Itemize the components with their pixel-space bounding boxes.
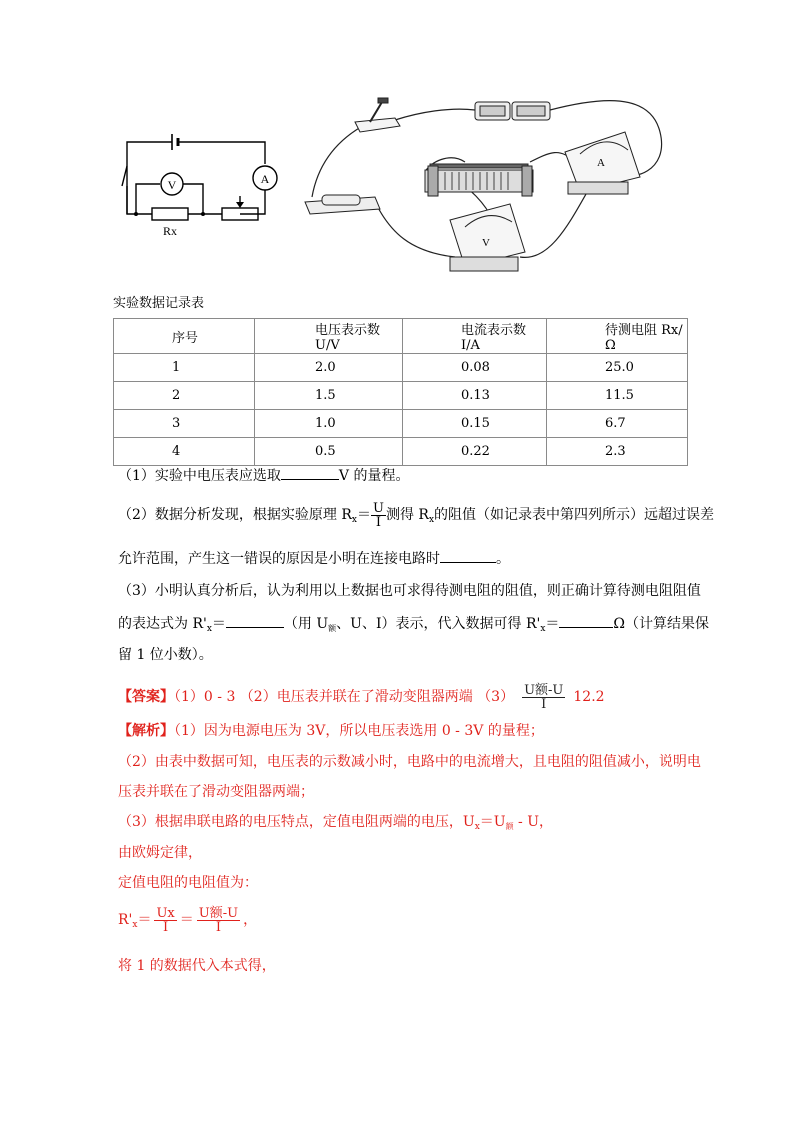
- q3-blank-2: [559, 613, 613, 628]
- answer-value: 12.2: [573, 689, 605, 705]
- q2-frac-den: I: [375, 514, 382, 530]
- analysis-p3-end: - U，: [513, 814, 554, 830]
- table-cell: 0.15: [403, 410, 547, 438]
- table-row: [114, 410, 688, 438]
- table-row: [114, 382, 688, 410]
- formula-frac2-num: U额-U: [198, 905, 239, 921]
- answer-frac-den: I: [541, 696, 547, 712]
- formula-end: ，: [243, 912, 258, 928]
- question-2-line-1: [118, 500, 714, 535]
- answer-label: 【答案】: [118, 689, 174, 705]
- q1-text: （1）实验中电压表应选取: [118, 468, 281, 484]
- ammeter-label: A: [260, 172, 270, 186]
- q3-blank-1: [226, 613, 284, 628]
- question-3-line-2: 的表达式为 $R'_x=$ （用 $U_额$、U、I）表示，代入数据可得 $R'_x= \Omega$（计算结果保: [118, 613, 709, 639]
- data-table: [113, 318, 688, 466]
- table-cell: 1: [114, 354, 255, 382]
- q2-fraction: [371, 502, 386, 529]
- question-1: [118, 465, 409, 486]
- q1-text-end: V 的量程。: [338, 468, 410, 484]
- formula-frac-1: [154, 907, 176, 934]
- table-cell: 0.5: [255, 438, 403, 466]
- answer-text: （1）0 - 3 （2）电压表并联在了滑动变阻器两端 （3）: [174, 689, 515, 705]
- table-cell: 2.3: [547, 438, 688, 466]
- q3-text-h: Ω（计算结果保: [613, 616, 710, 632]
- table-row: [114, 354, 688, 382]
- q3-equals: ＝: [211, 616, 226, 632]
- answer-line: [118, 680, 605, 714]
- table-row: [114, 438, 688, 466]
- table-cell: 1.5: [255, 382, 403, 410]
- table-cell: 25.0: [547, 354, 688, 382]
- analysis-p1-text: （1）因为电源电压为 3V，所以电压表选用 0 - 3V 的量程；: [174, 723, 544, 739]
- q2-blank: [440, 548, 496, 563]
- formula-frac2-den: I: [215, 919, 221, 935]
- analysis-p1: [118, 721, 544, 741]
- analysis-p6: 将 1 的数据代入本式得，: [118, 958, 276, 974]
- question-3-line-3: 留 1 位小数）。: [118, 647, 213, 663]
- answer-fraction: [522, 684, 565, 711]
- question-3-line-1: （3）小明认真分析后，认为利用以上数据也可求得待测电阻的阻值，则正确计算待测电阻阻值: [118, 583, 701, 599]
- analysis-p2a: （2）由表中数据可知，电压表的示数减小时，电路中的电流增大，且电阻的阻值减小，说明电: [118, 754, 701, 770]
- q3-text-a: 的表达式为 R': [118, 616, 207, 632]
- table-cell: 6.7: [547, 410, 688, 438]
- analysis-p5: 定值电阻的电阻值为：: [118, 875, 258, 891]
- q3-text-f: 、U、I）表示，代入数据可得 R': [336, 616, 541, 632]
- analysis-formula: $R'_x=$ $\frac{Ux}{I}$ ＝ $\frac{\text{U额-U}}{I}$ ，: [118, 905, 258, 935]
- analysis-p4: 由欧姆定律，: [118, 845, 202, 861]
- table-cell: 1.0: [255, 410, 403, 438]
- circuit-schematic: [112, 126, 284, 238]
- apparatus-ammeter-label: A: [597, 157, 605, 169]
- formula-frac1-den: I: [163, 919, 169, 935]
- q3-equals-2: ＝: [545, 616, 560, 632]
- analysis-p3-text: （3）根据串联电路的电压特点，定值电阻两端的电压，U: [118, 814, 475, 830]
- formula-eq1: ＝: [137, 912, 152, 928]
- formula-frac1-num: Ux: [156, 905, 175, 921]
- table-cell: 4: [114, 438, 255, 466]
- analysis-p3-eq: ＝U: [479, 814, 506, 830]
- table-cell: 11.5: [547, 382, 688, 410]
- resistor-label: Rx: [162, 224, 178, 238]
- formula-eq2: ＝: [179, 912, 194, 928]
- q2-text-b: 测得 R: [385, 507, 429, 523]
- q2-line2: 允许范围，产生这一错误的原因是小明在连接电路时: [118, 551, 440, 567]
- formula-frac-2: [197, 907, 240, 934]
- analysis-label: 【解析】: [118, 723, 174, 739]
- header-cell: 电流表示数 I/A: [403, 319, 547, 354]
- answer-frac-num: U额-U: [524, 682, 564, 698]
- header-cell: 序号: [114, 319, 255, 354]
- voltmeter-label: V: [167, 178, 177, 192]
- q2-equals: ＝: [356, 507, 371, 523]
- q2-text: （2）数据分析发现，根据实验原理 R: [118, 507, 352, 523]
- q2-subscript: x: [351, 515, 357, 525]
- q3-text-c: （用 U: [283, 616, 329, 632]
- analysis-p2b: 压表并联在了滑动变阻器两端；: [118, 784, 314, 800]
- table-cell: 3: [114, 410, 255, 438]
- table-header-row: [114, 319, 688, 354]
- q2-frac-num: U: [372, 500, 384, 516]
- q3-subscript-e: 额: [328, 624, 337, 633]
- q2-subscript-2: x: [428, 515, 435, 525]
- table-cell: 2: [114, 382, 255, 410]
- header-cell: 待测电阻 Rx/Ω: [547, 319, 688, 354]
- analysis-p3: （3）根据串联电路的电压特点，定值电阻两端的电压，$U_x=U_额 - U$，: [118, 814, 554, 832]
- table-cell: 0.08: [403, 354, 547, 382]
- q2-text-c: 的阻值（如记录表中第四列所示）远超过误差: [434, 507, 715, 523]
- table-caption: 实验数据记录表: [113, 296, 205, 311]
- table-cell: 0.13: [403, 382, 547, 410]
- q1-blank: [281, 465, 339, 480]
- formula-lhs: R': [118, 912, 133, 928]
- apparatus-illustration: [300, 92, 680, 278]
- table-cell: 0.22: [403, 438, 547, 466]
- apparatus-voltmeter-label: V: [482, 237, 490, 249]
- analysis-p3-sub: 额: [505, 822, 514, 831]
- q2-end: 。: [496, 551, 510, 567]
- table-cell: 2.0: [255, 354, 403, 382]
- header-cell: 电压表示数 U/V: [255, 319, 403, 354]
- question-2-line-2: [118, 548, 510, 569]
